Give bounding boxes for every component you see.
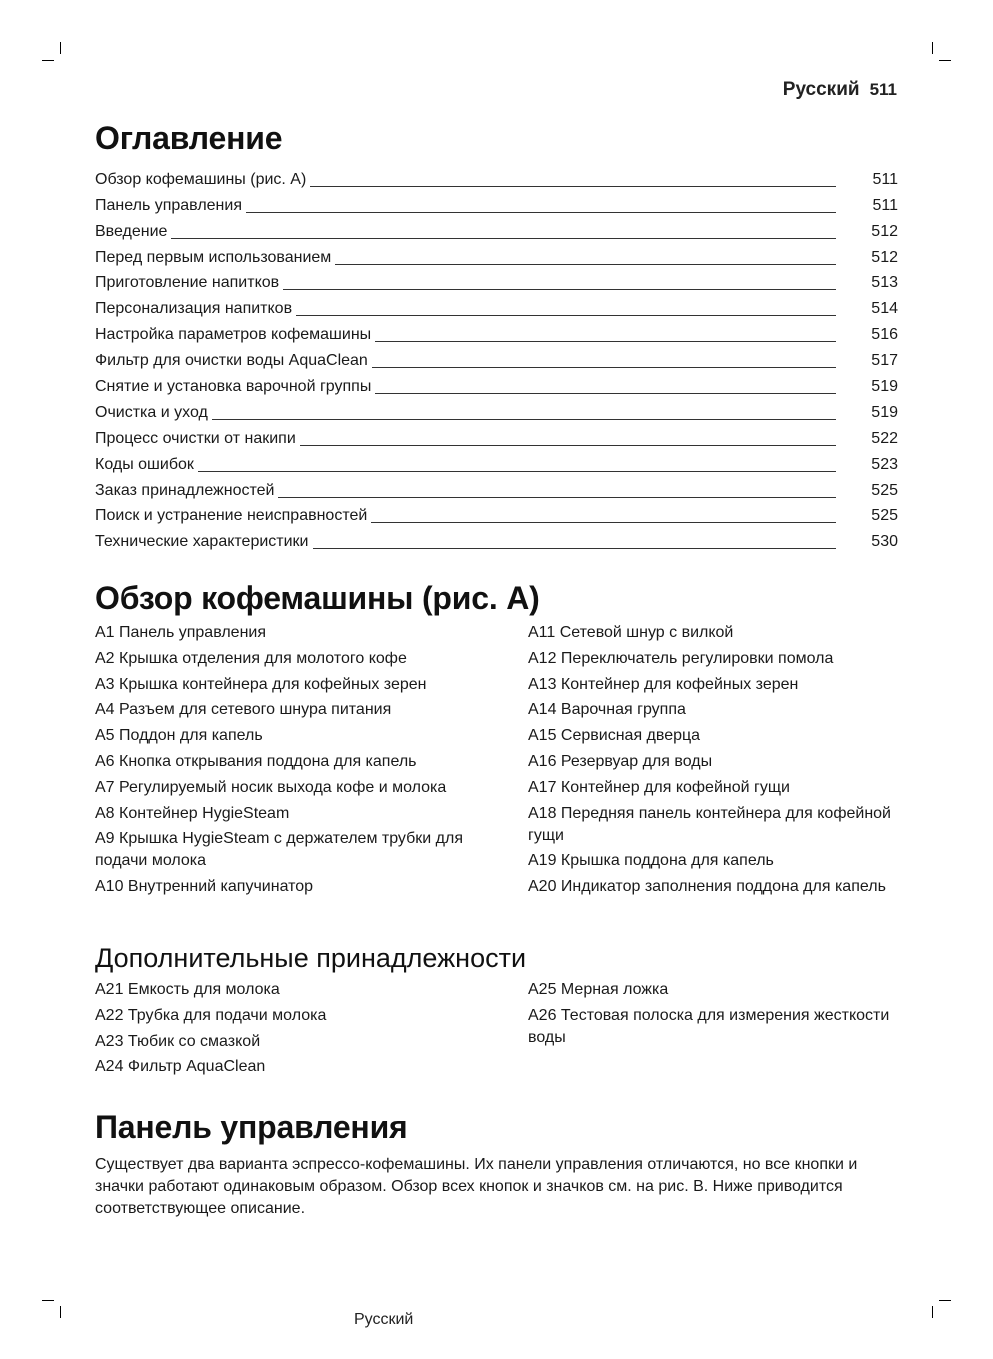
toc-entry-page: 522 [871,429,898,447]
toc-leader-line [198,470,836,472]
toc-leader-line [375,392,836,394]
toc-entry-page: 519 [871,378,898,396]
overview-right-column [528,622,898,902]
list-item: A10 Внутренний капучинатор [95,878,314,896]
toc-entry[interactable] [95,449,898,475]
toc-leader-line [375,340,836,342]
toc-entry-title: Введение [95,222,168,240]
list-item: A4 Разъем для сетевого шнура питания [95,701,392,719]
page-header [783,79,897,101]
toc-entry-page: 525 [871,481,898,499]
toc-entry[interactable] [95,242,898,268]
toc-leader-line [246,211,836,213]
list-item: A8 Контейнер HygieSteam [95,804,290,822]
list-item: A18 Передняя панель контейнера для кофейной гущи [528,804,891,844]
toc-entry-page: 523 [871,455,898,473]
list-item: A9 Крышка HygieSteam с держателем трубки для подачи молока [95,830,463,870]
toc-entry[interactable] [95,345,898,371]
toc-entry[interactable] [95,501,898,527]
toc-entry[interactable] [95,397,898,423]
toc-entry[interactable] [95,164,898,190]
toc-leader-line [372,366,836,368]
crop-mark [60,1306,61,1318]
list-item: A16 Резервуар для воды [528,752,713,770]
toc-entry-title: Заказ принадлежностей [95,481,275,499]
list-item: A19 Крышка поддона для капель [528,852,774,870]
toc-entry[interactable] [95,190,898,216]
crop-mark [939,60,951,61]
list-item: A11 Сетевой шнур с вилкой [528,624,734,641]
toc-entry-title: Снятие и установка варочной группы [95,378,372,396]
toc-entry-page: 511 [872,196,898,214]
toc-entry-page: 517 [871,352,898,370]
toc-entry-title: Коды ошибок [95,455,194,473]
toc-entry-title: Процесс очистки от накипи [95,429,296,447]
list-item: A5 Поддон для капель [95,727,263,745]
list-item: A7 Регулируемый носик выхода кофе и молока [95,778,447,796]
toc-entry-title: Перед первым использованием [95,248,332,266]
toc-leader-line [296,314,836,316]
toc-entry[interactable] [95,319,898,345]
toc-entry-title: Настройка параметров кофемашины [95,326,372,344]
list-item: A20 Индикатор заполнения поддона для капель [528,878,886,896]
list-item: A25 Мерная ложка [528,981,669,998]
toc-entry-page: 512 [871,248,898,266]
page-footer: Русский [354,1311,414,1328]
toc-entry-page: 512 [871,222,898,240]
toc-entry[interactable] [95,216,898,242]
crop-mark [42,60,54,61]
crop-mark [60,42,61,54]
toc-leader-line [171,237,836,239]
crop-mark [939,1300,951,1301]
toc-leader-line [371,521,836,523]
header-page-number: 511 [869,80,897,99]
toc-leader-line [335,263,836,265]
toc-entry-page: 530 [871,533,898,551]
toc-entry[interactable] [95,371,898,397]
overview-left-column [95,622,473,902]
header-language: Русский [782,79,860,100]
toc-entry[interactable] [95,293,898,319]
list-item: A17 Контейнер для кофейной гущи [528,778,790,796]
toc-entry[interactable] [95,475,898,501]
toc-entry-title: Обзор кофемашины (рис. A) [95,170,307,188]
list-item: A12 Переключатель регулировки помола [528,649,834,667]
toc-leader-line [212,418,836,420]
list-item: A23 Тюбик со смазкой [95,1032,261,1050]
toc-entry-page: 519 [871,403,898,421]
control-panel-text: Существует два варианта эспрессо-кофемашины. Их панели управления отличаются, но все кнопки и значки работают одинаковым образом. Обзор всех кнопок и значков см. на рис. B. Ниже приводится соответствующее описание. [95,1156,858,1217]
accessories-list [95,979,898,1082]
control-panel-title: Панель управления [95,1109,408,1145]
list-item: A22 Трубка для подачи молока [95,1006,327,1024]
crop-mark [42,1300,54,1301]
list-item: A6 Кнопка открывания поддона для капель [95,752,417,770]
accessories-left-column [95,979,473,1082]
list-item: A1 Панель управления [95,624,266,641]
toc-entry-page: 516 [871,326,898,344]
toc-leader-line [283,288,836,290]
list-item: A13 Контейнер для кофейных зерен [528,675,799,693]
toc-entry-title: Поиск и устранение неисправностей [95,507,368,525]
toc-entry[interactable] [95,526,898,552]
accessories-right-column [528,979,898,1082]
accessories-title: Дополнительные принадлежности [95,943,527,973]
toc-entry[interactable] [95,423,898,449]
list-item: A15 Сервисная дверца [528,727,701,745]
toc-entry-page: 514 [871,300,898,318]
toc-entry-title: Панель управления [95,196,242,214]
toc-entry-title: Персонализация напитков [95,300,293,318]
toc-entry-page: 525 [871,507,898,525]
toc-leader-line [278,496,836,498]
toc-entry-page: 513 [871,274,898,292]
toc-title: Оглавление [95,120,283,156]
list-item: A3 Крышка контейнера для кофейных зерен [95,675,427,693]
list-item: A2 Крышка отделения для молотого кофе [95,649,407,667]
toc-entry-title: Фильтр для очистки воды AquaClean [95,352,368,370]
list-item: A26 Тестовая полоска для измерения жесткости воды [528,1006,890,1046]
table-of-contents [95,164,898,552]
overview-list [95,622,898,902]
list-item: A21 Емкость для молока [95,981,280,998]
overview-title: Обзор кофемашины (рис. A) [95,580,540,616]
toc-entry-page: 511 [872,170,898,188]
toc-leader-line [313,547,837,549]
list-item: A24 Фильтр AquaClean [95,1058,266,1076]
crop-mark [932,42,933,54]
list-item: A14 Варочная группа [528,701,686,719]
toc-leader-line [310,185,836,187]
crop-mark [932,1306,933,1318]
toc-entry-title: Приготовление напитков [95,274,280,292]
toc-leader-line [300,444,836,446]
toc-entry-title: Технические характеристики [95,533,309,551]
toc-entry-title: Очистка и уход [95,403,208,421]
toc-entry[interactable] [95,268,898,294]
